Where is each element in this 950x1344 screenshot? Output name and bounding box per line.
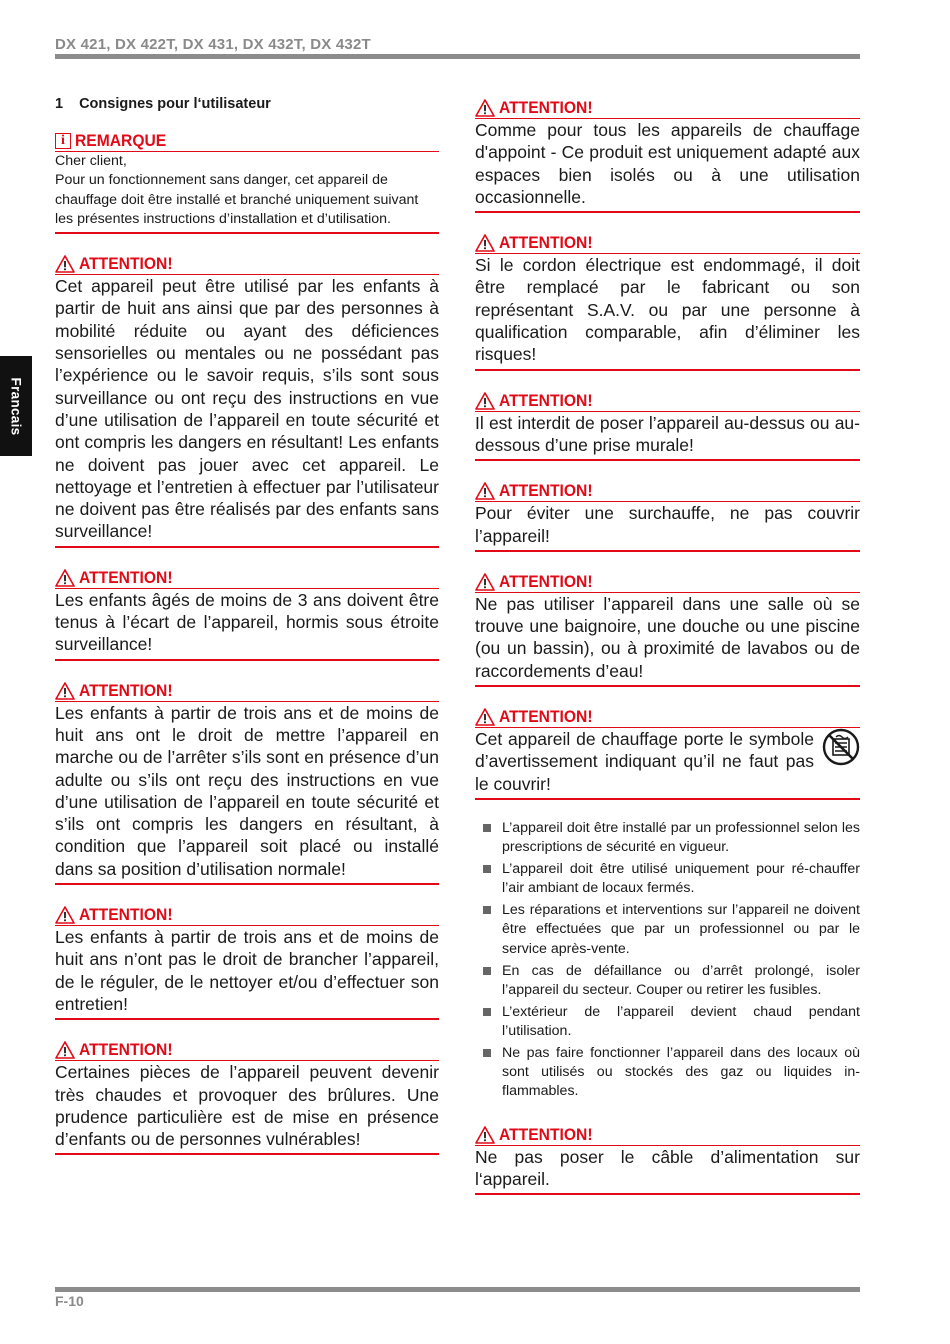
remarque-paragraph: Pour un fonctionnement sans danger, cet appareil de chauffage doit être installé et branché uniquement suivant les présentes instructions d’installation et d’utilisation. (55, 172, 419, 227)
attention-text: Les enfants à partir de trois ans et de moins de huit ans ont le droit de mettre l’appareil en marche ou de l’arrêter s’ils sont en présence d’un adulte ou s’ils ont reçu des instructions en vue d’une utilisation de l’appareil en toute sécurité et s’ils ont compris les dangers en résultant, à condition que l’appareil soit placé ou installé dans sa position d’utilisation normale! (55, 702, 439, 885)
attention-heading (475, 480, 860, 502)
remarque-block (55, 130, 439, 234)
bullet-item: Ne pas faire fonctionner l’appareil dans des locaux où sont utilisés ou stockés des gaz ou liquides in-flammables. (483, 1044, 860, 1102)
warning-triangle-icon (475, 708, 495, 726)
attention-block (475, 390, 860, 462)
attention-text: Il est interdit de poser l’appareil au-dessus ou au-dessous d’une prise murale! (475, 412, 860, 462)
language-side-tab-label: Francais (8, 377, 24, 435)
attention-label: ATTENTION! (499, 1124, 593, 1144)
right-column (475, 97, 860, 1214)
attention-label: ATTENTION! (79, 680, 173, 700)
warning-triangle-icon (475, 234, 495, 252)
attention-heading (55, 253, 439, 275)
footer-rule (55, 1287, 860, 1292)
remarque-paragraph: Cher client, (55, 153, 127, 169)
warning-triangle-icon (55, 682, 75, 700)
attention-label: ATTENTION! (499, 707, 593, 727)
header-rule (55, 54, 860, 59)
attention-label: ATTENTION! (79, 254, 173, 274)
attention-heading (475, 706, 860, 728)
attention-heading (475, 232, 860, 254)
bullet-item: L’extérieur de l’appareil devient chaud pendant l’utilisation. (483, 1003, 860, 1042)
warning-triangle-icon (475, 482, 495, 500)
attention-text: Cet appareil de chauffage porte le symbole d’avertissement indiquant qu’il ne faut pas le couvrir! (475, 729, 814, 794)
attention-label: ATTENTION! (79, 567, 173, 587)
attention-text: Ne pas poser le câble d’alimentation sur l‘appareil. (475, 1146, 860, 1196)
warning-triangle-icon (475, 1126, 495, 1144)
warning-triangle-icon (475, 573, 495, 591)
attention-label: ATTENTION! (499, 571, 593, 591)
attention-text: Les enfants âgés de moins de 3 ans doivent être tenus à l’écart de l’appareil, hormis sous étroite surveillance! (55, 589, 439, 661)
bullet-item: En cas de défaillance ou d’arrêt prolongé, isoler l’appareil du secteur. Couper ou retirer les fusibles. (483, 962, 860, 1001)
left-column (55, 96, 439, 1174)
page-number: F-10 (55, 1293, 84, 1309)
attention-label: ATTENTION! (499, 390, 593, 410)
section-title: Consignes pour l‘utilisateur (79, 96, 271, 112)
warning-triangle-icon (55, 1041, 75, 1059)
attention-heading (55, 567, 439, 589)
attention-label: ATTENTION! (79, 1040, 173, 1060)
safety-bullet-list (475, 819, 860, 1102)
section-number: 1 (55, 96, 64, 112)
attention-heading (475, 571, 860, 593)
attention-label: ATTENTION! (79, 905, 173, 925)
attention-text: Ne pas utiliser l’appareil dans une salle où se trouve une baignoire, une douche ou une piscine (ou un bassin), ou à proximité de lavabos ou de raccordements d’eau! (475, 593, 860, 687)
warning-triangle-icon (475, 392, 495, 410)
bullet-item: Les réparations et interventions sur l’appareil ne doivent être effectuées que par un professionnel ou par le service après-vente. (483, 901, 860, 959)
bullet-item: L’appareil doit être utilisé uniquement pour ré-chauffer l’air ambiant de locaux fermés. (483, 860, 860, 899)
info-icon: i (55, 133, 71, 149)
attention-text: Pour éviter une surchauffe, ne pas couvrir l’appareil! (475, 502, 860, 552)
attention-block (475, 97, 860, 213)
remarque-heading (55, 130, 439, 152)
document-header-title: DX 421, DX 422T, DX 431, DX 432T, DX 432T (55, 36, 371, 53)
attention-label: ATTENTION! (499, 233, 593, 253)
attention-block (55, 253, 439, 548)
attention-text: Si le cordon électrique est endommagé, il doit être remplacé par le fabricant ou son représentant S.A.V. ou par une personne à qualification comparable, afin d’éliminer les risques! (475, 254, 860, 370)
attention-block (475, 480, 860, 552)
attention-block (475, 706, 860, 800)
attention-block (55, 567, 439, 661)
remarque-label: REMARQUE (75, 131, 167, 150)
attention-block (475, 1124, 860, 1196)
attention-block (475, 571, 860, 687)
attention-text: Comme pour tous les appareils de chauffage d'appoint - Ce produit est uniquement adapté aux espaces bien isolés ou à une utilisation occasionnelle. (475, 119, 860, 213)
attention-heading (475, 97, 860, 119)
attention-text: Cet appareil peut être utilisé par les enfants à partir de huit ans ainsi que par des personnes à mobilité réduite ou ayant des déficiences sensorielles ou mentales ou ne possédant pas l’expérience ou le savoir requis, s’ils sont sous surveillance ou ont reçu des instructions en vue d’une utilisation de l’appareil en toute sécurité et ont compris les dangers en résultant! Les enfants ne doivent pas jouer avec cet appareil. Le nettoyage et l’entretien à effectuer par l’utilisateur ne doivent pas être réalisés par des enfants sans surveillance! (55, 275, 439, 548)
attention-label: ATTENTION! (499, 481, 593, 501)
attention-heading (55, 904, 439, 926)
attention-block (475, 232, 860, 370)
attention-block (55, 1039, 439, 1155)
attention-heading (55, 680, 439, 702)
attention-heading (55, 1039, 439, 1061)
remarque-body (55, 152, 439, 234)
do-not-cover-symbol-icon (822, 728, 860, 766)
attention-block (55, 680, 439, 885)
warning-triangle-icon (55, 255, 75, 273)
section-heading (55, 96, 439, 112)
warning-triangle-icon (475, 99, 495, 117)
attention-block (55, 904, 439, 1020)
attention-label: ATTENTION! (499, 98, 593, 117)
warning-triangle-icon (55, 906, 75, 924)
attention-text: Les enfants à partir de trois ans et de moins de huit ans n’ont pas le droit de brancher l’appareil, de le réguler, de le nettoyer et/ou d’effectuer son entretien! (55, 926, 439, 1020)
attention-heading (475, 1124, 860, 1146)
attention-heading (475, 390, 860, 412)
attention-text: Certaines pièces de l’appareil peuvent devenir très chaudes et provoquer des brûlures. Une prudence particulière est de mise en présence d’enfants ou de personnes vulnérables! (55, 1061, 439, 1155)
warning-triangle-icon (55, 569, 75, 587)
attention-text-with-symbol (475, 728, 860, 800)
bullet-item: L’appareil doit être installé par un professionnel selon les prescriptions de sécurité en vigueur. (483, 819, 860, 858)
language-side-tab (0, 356, 32, 456)
